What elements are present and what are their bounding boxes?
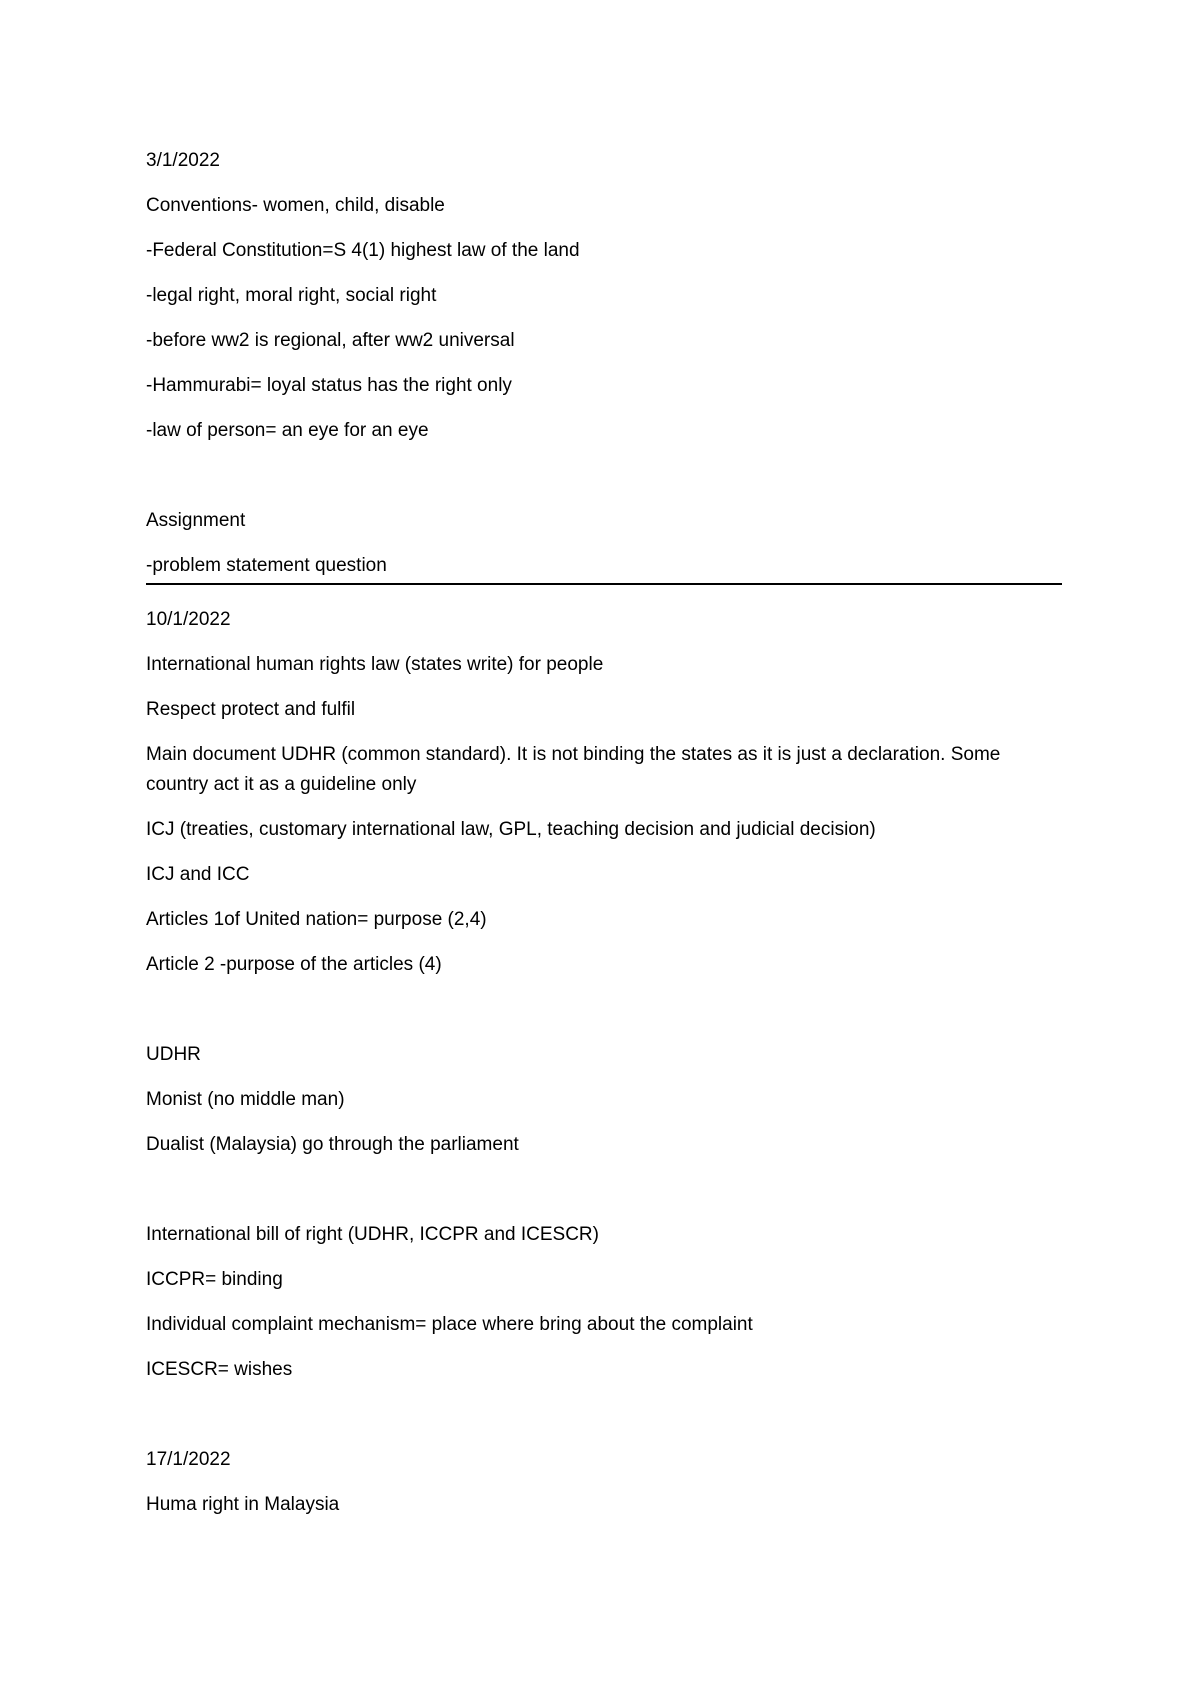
horizontal-rule <box>146 583 1062 585</box>
note-line: International bill of right (UDHR, ICCPR and ICESCR) <box>146 1224 599 1245</box>
note-line: Respect protect and fulfil <box>146 699 356 720</box>
note-line: Conventions- women, child, disable <box>146 195 445 216</box>
note-line: ICJ and ICC <box>146 864 250 885</box>
section-heading: UDHR <box>146 1044 201 1065</box>
note-line: International human rights law (states write) for people <box>146 654 604 675</box>
note-line: Articles 1of United nation= purpose (2,4) <box>146 909 487 930</box>
note-line: Main document UDHR (common standard). It is not binding the states as it is just a declaration. Some country act it as a guideline only <box>146 744 1001 795</box>
note-line: ICCPR= binding <box>146 1269 283 1290</box>
note-line: ICESCR= wishes <box>146 1359 293 1380</box>
blank-line <box>146 995 1062 1025</box>
note-line: ICJ (treaties, customary international law, GPL, teaching decision and judicial decision) <box>146 819 876 840</box>
note-line: Article 2 -purpose of the articles (4) <box>146 954 442 975</box>
note-line: Individual complaint mechanism= place where bring about the complaint <box>146 1314 753 1335</box>
section-heading: Assignment <box>146 510 246 531</box>
document-body <box>146 146 1062 1535</box>
note-line: Dualist (Malaysia) go through the parliament <box>146 1134 519 1155</box>
date-heading: 17/1/2022 <box>146 1449 231 1470</box>
date-heading: 10/1/2022 <box>146 609 231 630</box>
blank-line <box>146 461 1062 491</box>
note-line: -before ww2 is regional, after ww2 universal <box>146 330 515 351</box>
note-line: Monist (no middle man) <box>146 1089 345 1110</box>
date-heading: 3/1/2022 <box>146 150 220 171</box>
note-line: -law of person= an eye for an eye <box>146 420 429 441</box>
blank-line <box>146 1400 1062 1430</box>
note-line: -Hammurabi= loyal status has the right only <box>146 375 512 396</box>
note-line: -problem statement question <box>146 555 387 576</box>
blank-line <box>146 1175 1062 1205</box>
note-line: -Federal Constitution=S 4(1) highest law of the land <box>146 240 580 261</box>
note-line: Huma right in Malaysia <box>146 1494 340 1515</box>
note-line: -legal right, moral right, social right <box>146 285 437 306</box>
